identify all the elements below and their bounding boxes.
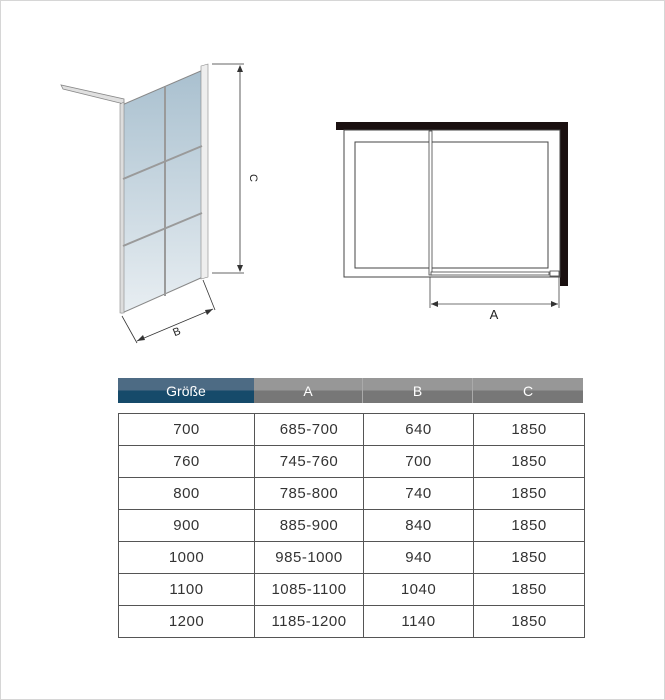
dimension-a-label: A bbox=[489, 307, 499, 322]
header-c: C bbox=[472, 378, 583, 403]
table-row bbox=[119, 446, 585, 478]
cell-b: 640 bbox=[364, 414, 474, 446]
header-size: Größe bbox=[118, 378, 254, 403]
header-a: A bbox=[254, 378, 362, 403]
cell-a: 745-760 bbox=[255, 446, 364, 478]
cell-b: 840 bbox=[364, 510, 474, 542]
cell-c: 1850 bbox=[474, 446, 585, 478]
cell-size: 1000 bbox=[119, 542, 255, 574]
table-row bbox=[119, 478, 585, 510]
cell-size: 1200 bbox=[119, 606, 255, 638]
cell-a: 985-1000 bbox=[255, 542, 364, 574]
cell-size: 700 bbox=[119, 414, 255, 446]
cell-size: 900 bbox=[119, 510, 255, 542]
cell-c: 1850 bbox=[474, 574, 585, 606]
cell-b: 740 bbox=[364, 478, 474, 510]
dimension-b-label: B bbox=[171, 325, 183, 340]
cell-c: 1850 bbox=[474, 542, 585, 574]
table-row bbox=[119, 574, 585, 606]
plan-view-diagram bbox=[336, 122, 568, 322]
cell-c: 1850 bbox=[474, 510, 585, 542]
table-row bbox=[119, 606, 585, 638]
perspective-shower-panel bbox=[61, 64, 259, 343]
cell-size: 800 bbox=[119, 478, 255, 510]
size-table-header bbox=[118, 378, 584, 403]
cell-a: 785-800 bbox=[255, 478, 364, 510]
cell-size: 760 bbox=[119, 446, 255, 478]
dimension-c-label: C bbox=[247, 174, 259, 182]
cell-a: 1185-1200 bbox=[255, 606, 364, 638]
header-b: B bbox=[362, 378, 472, 403]
cell-a: 685-700 bbox=[255, 414, 364, 446]
cell-c: 1850 bbox=[474, 606, 585, 638]
table-row bbox=[119, 510, 585, 542]
cell-a: 1085-1100 bbox=[255, 574, 364, 606]
size-table bbox=[118, 413, 585, 638]
table-row bbox=[119, 414, 585, 446]
cell-size: 1100 bbox=[119, 574, 255, 606]
cell-b: 1140 bbox=[364, 606, 474, 638]
cell-b: 940 bbox=[364, 542, 474, 574]
cell-c: 1850 bbox=[474, 414, 585, 446]
cell-b: 700 bbox=[364, 446, 474, 478]
table-row bbox=[119, 542, 585, 574]
cell-a: 885-900 bbox=[255, 510, 364, 542]
cell-c: 1850 bbox=[474, 478, 585, 510]
cell-b: 1040 bbox=[364, 574, 474, 606]
